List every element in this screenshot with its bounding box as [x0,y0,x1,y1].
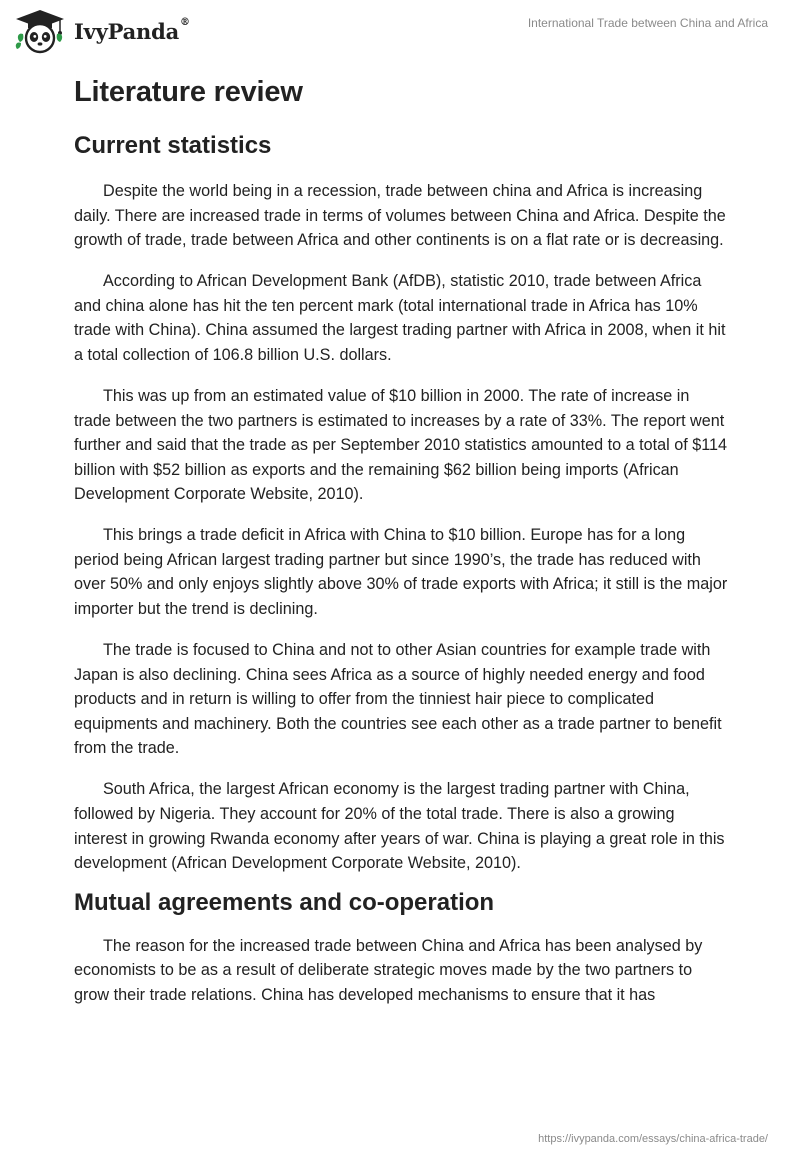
section-heading-current-statistics: Current statistics [74,132,272,159]
document-title: International Trade between China and Africa [527,16,768,30]
paragraph: South Africa, the largest African economy is the largest trading partner with China, followed by Nigeria. They account for 20% of the total trade. There is also a growing interest in growing Rwanda economy after years of war. China is playing a great role in this development (African Development Corporate Website, 2010). [74,780,725,873]
paragraph: This brings a trade deficit in Africa with China to $10 billion. Europe has for a long period being African largest trading partner but since 1990’s, the trade has reduced with over 50% and only enjoys slightly above 30% of trade exports with Africa; it still is the major importer but the trend is declining. [74,526,728,619]
ivypanda-logo[interactable] [14,8,190,54]
paragraph: Despite the world being in a recession, trade between china and Africa is increasing daily. There are increased trade in terms of volumes between China and Africa. Despite the growth of trade, trade between Africa and other continents is on a flat rate or is decreasing. [74,182,726,250]
section-heading-mutual-agreements: Mutual agreements and co-operation [74,888,495,916]
page-title: Literature review [74,76,303,108]
paragraph: According to African Development Bank (AfDB), statistic 2010, trade between Africa and china alone has hit the ten percent mark (total international trade in Africa has 10% trade with China). China assumed the largest trading partner with Africa in 2008, when it hit a total collection of 106.8 billion U.S. dollars. [74,272,726,364]
registered-mark: ® [180,16,190,28]
paragraph: The trade is focused to China and not to other Asian countries for example trade with Japan is also declining. China sees Africa as a source of highly needed energy and food products and in return is willing to offer from the tinniest hair piece to complicated equipments and machinery. Both the countries see each other as a trade partner to benefit from the trade. [74,641,722,758]
paragraph: This was up from an estimated value of $10 billion in 2000. The rate of increase in trade between the two partners is estimated to increases by a rate of 33%. The report went further and said that the trade as per September 2010 statistics amounted to a total of $114 billion with $52 billion as exports and the remaining $62 billion being imports (African Development Corporate Website, 2010). [74,386,728,504]
panda-graduation-cap-icon [14,8,66,54]
source-url[interactable]: https://ivypanda.com/essays/china-africa-trade/ [538,1133,768,1145]
page-header [0,0,800,70]
logo-text [74,16,190,44]
article-body [74,70,728,1008]
paragraph: The reason for the increased trade between China and Africa has been analysed by economists to be as a result of deliberate strategic moves made by the two partners to grow their trade relations. China has developed mechanisms to ensure that it has [74,936,703,1004]
logo-wordmark: IvyPanda [74,18,180,44]
